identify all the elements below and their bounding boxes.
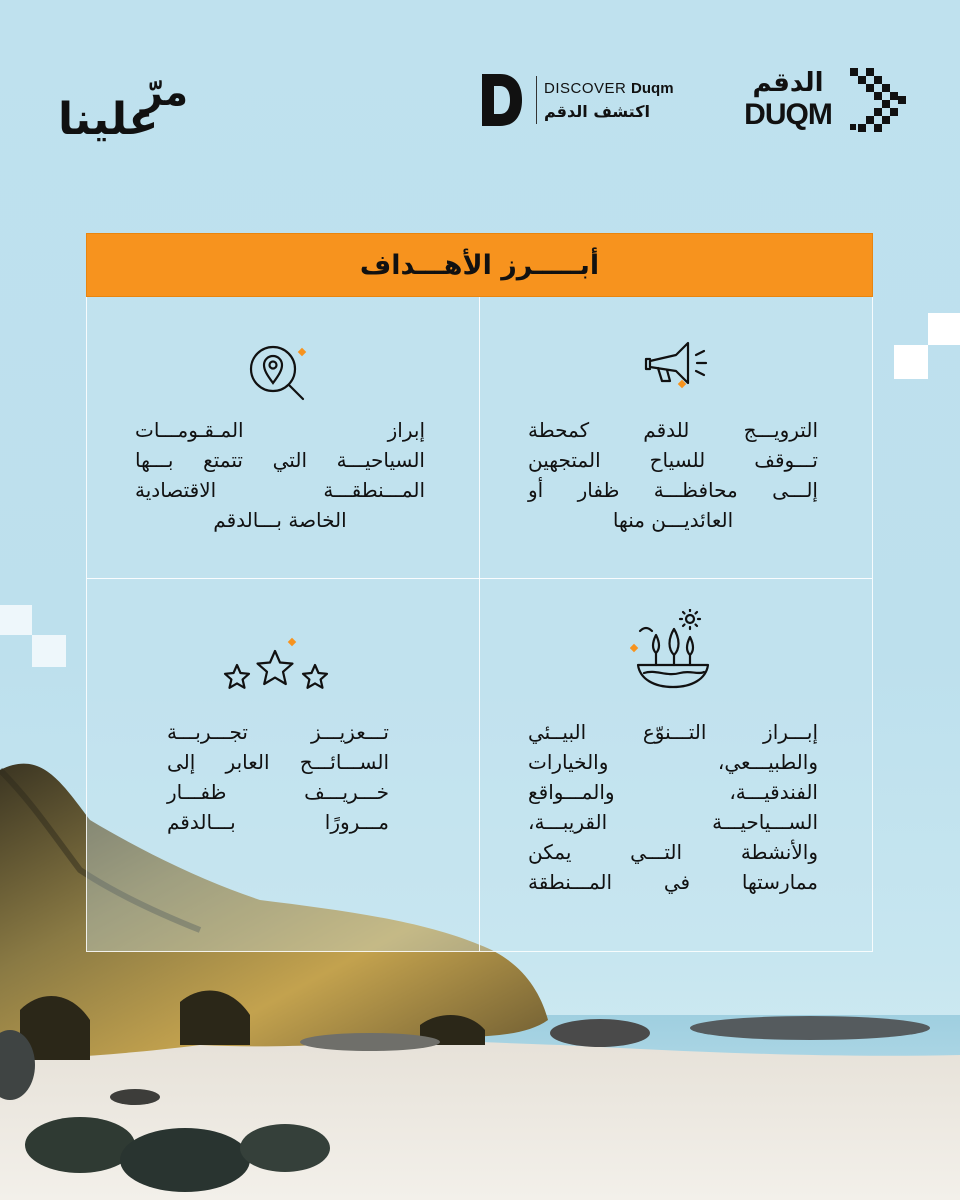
objectives-grid <box>86 297 873 952</box>
discover-duqm-logo <box>478 70 708 134</box>
duqm-logo <box>732 68 907 136</box>
marr-alayna-logo <box>58 70 198 145</box>
duqm-pixel-mark-icon <box>850 68 908 132</box>
text-line: الترويـــج للدقم كمحطة <box>528 418 818 442</box>
text-line: إلـــى محافظـــة ظفار أو <box>528 478 818 502</box>
text-line: الخاصة بـــالدقم <box>213 508 347 532</box>
megaphone-icon <box>640 335 712 395</box>
text-line: تـــوقف للسياح المتجهين <box>528 448 818 472</box>
logo-separator <box>536 76 537 124</box>
text-line: مـــرورًا بـــالدقم <box>167 810 389 834</box>
pixel-deco <box>32 635 66 667</box>
discover-duqm-ar: اكتشف الدقم <box>544 102 650 121</box>
objectives-title: أبـــــرز الأهـــداف <box>359 249 600 281</box>
text-line: العائديـــن منها <box>612 508 734 532</box>
logo-word-1: مرّ <box>140 70 188 114</box>
duqm-logo-en: DUQM <box>744 98 832 131</box>
text-line: ممارستها في المـــنطقة <box>528 870 818 894</box>
discover-word: DISCOVER <box>544 80 627 97</box>
nature-diversity-icon <box>630 609 716 689</box>
text-line: والطبيـــعي، والخيارات <box>528 750 818 774</box>
objective-tourism-assets <box>87 297 479 578</box>
text-line: الســـائـــح العابر إلى <box>167 750 389 774</box>
text-line: المـــنطقـــة الاقتصادية <box>135 478 425 502</box>
location-search-icon <box>243 339 315 405</box>
duqm-word: Duqm <box>631 80 674 97</box>
objective-text <box>528 415 818 535</box>
duqm-logo-ar: الدقم <box>752 68 824 98</box>
d-mark-icon <box>478 70 526 130</box>
text-line: تـــعزيـــز تجـــربـــة <box>167 720 389 744</box>
text-line: إبـــراز التـــنوّع البيــئي <box>528 720 818 744</box>
pixel-deco <box>928 313 960 345</box>
discover-duqm-en <box>544 80 674 97</box>
objective-diversity <box>480 579 874 952</box>
text-line: خـــريـــف ظفـــار <box>167 780 389 804</box>
text-line: السياحيـــة التي تتمتع بـــها <box>135 448 425 472</box>
objective-text <box>167 717 389 837</box>
pixel-deco <box>894 345 928 379</box>
objective-text <box>135 415 425 535</box>
objective-text <box>528 717 818 897</box>
text-line: والأنشطة التـــي يمكن <box>528 840 818 864</box>
objectives-header <box>86 233 873 297</box>
text-line: الفندقيـــة، والمـــواقع <box>528 780 818 804</box>
pixel-deco <box>0 605 32 635</box>
text-line: إبراز المـقـومـــات <box>135 418 425 442</box>
objective-experience <box>87 579 479 952</box>
three-stars-icon <box>219 637 335 691</box>
objective-promotion <box>480 297 874 578</box>
text-line: الســـياحيـــة القريبـــة، <box>528 810 818 834</box>
logo-word-2: علينا <box>58 94 159 145</box>
